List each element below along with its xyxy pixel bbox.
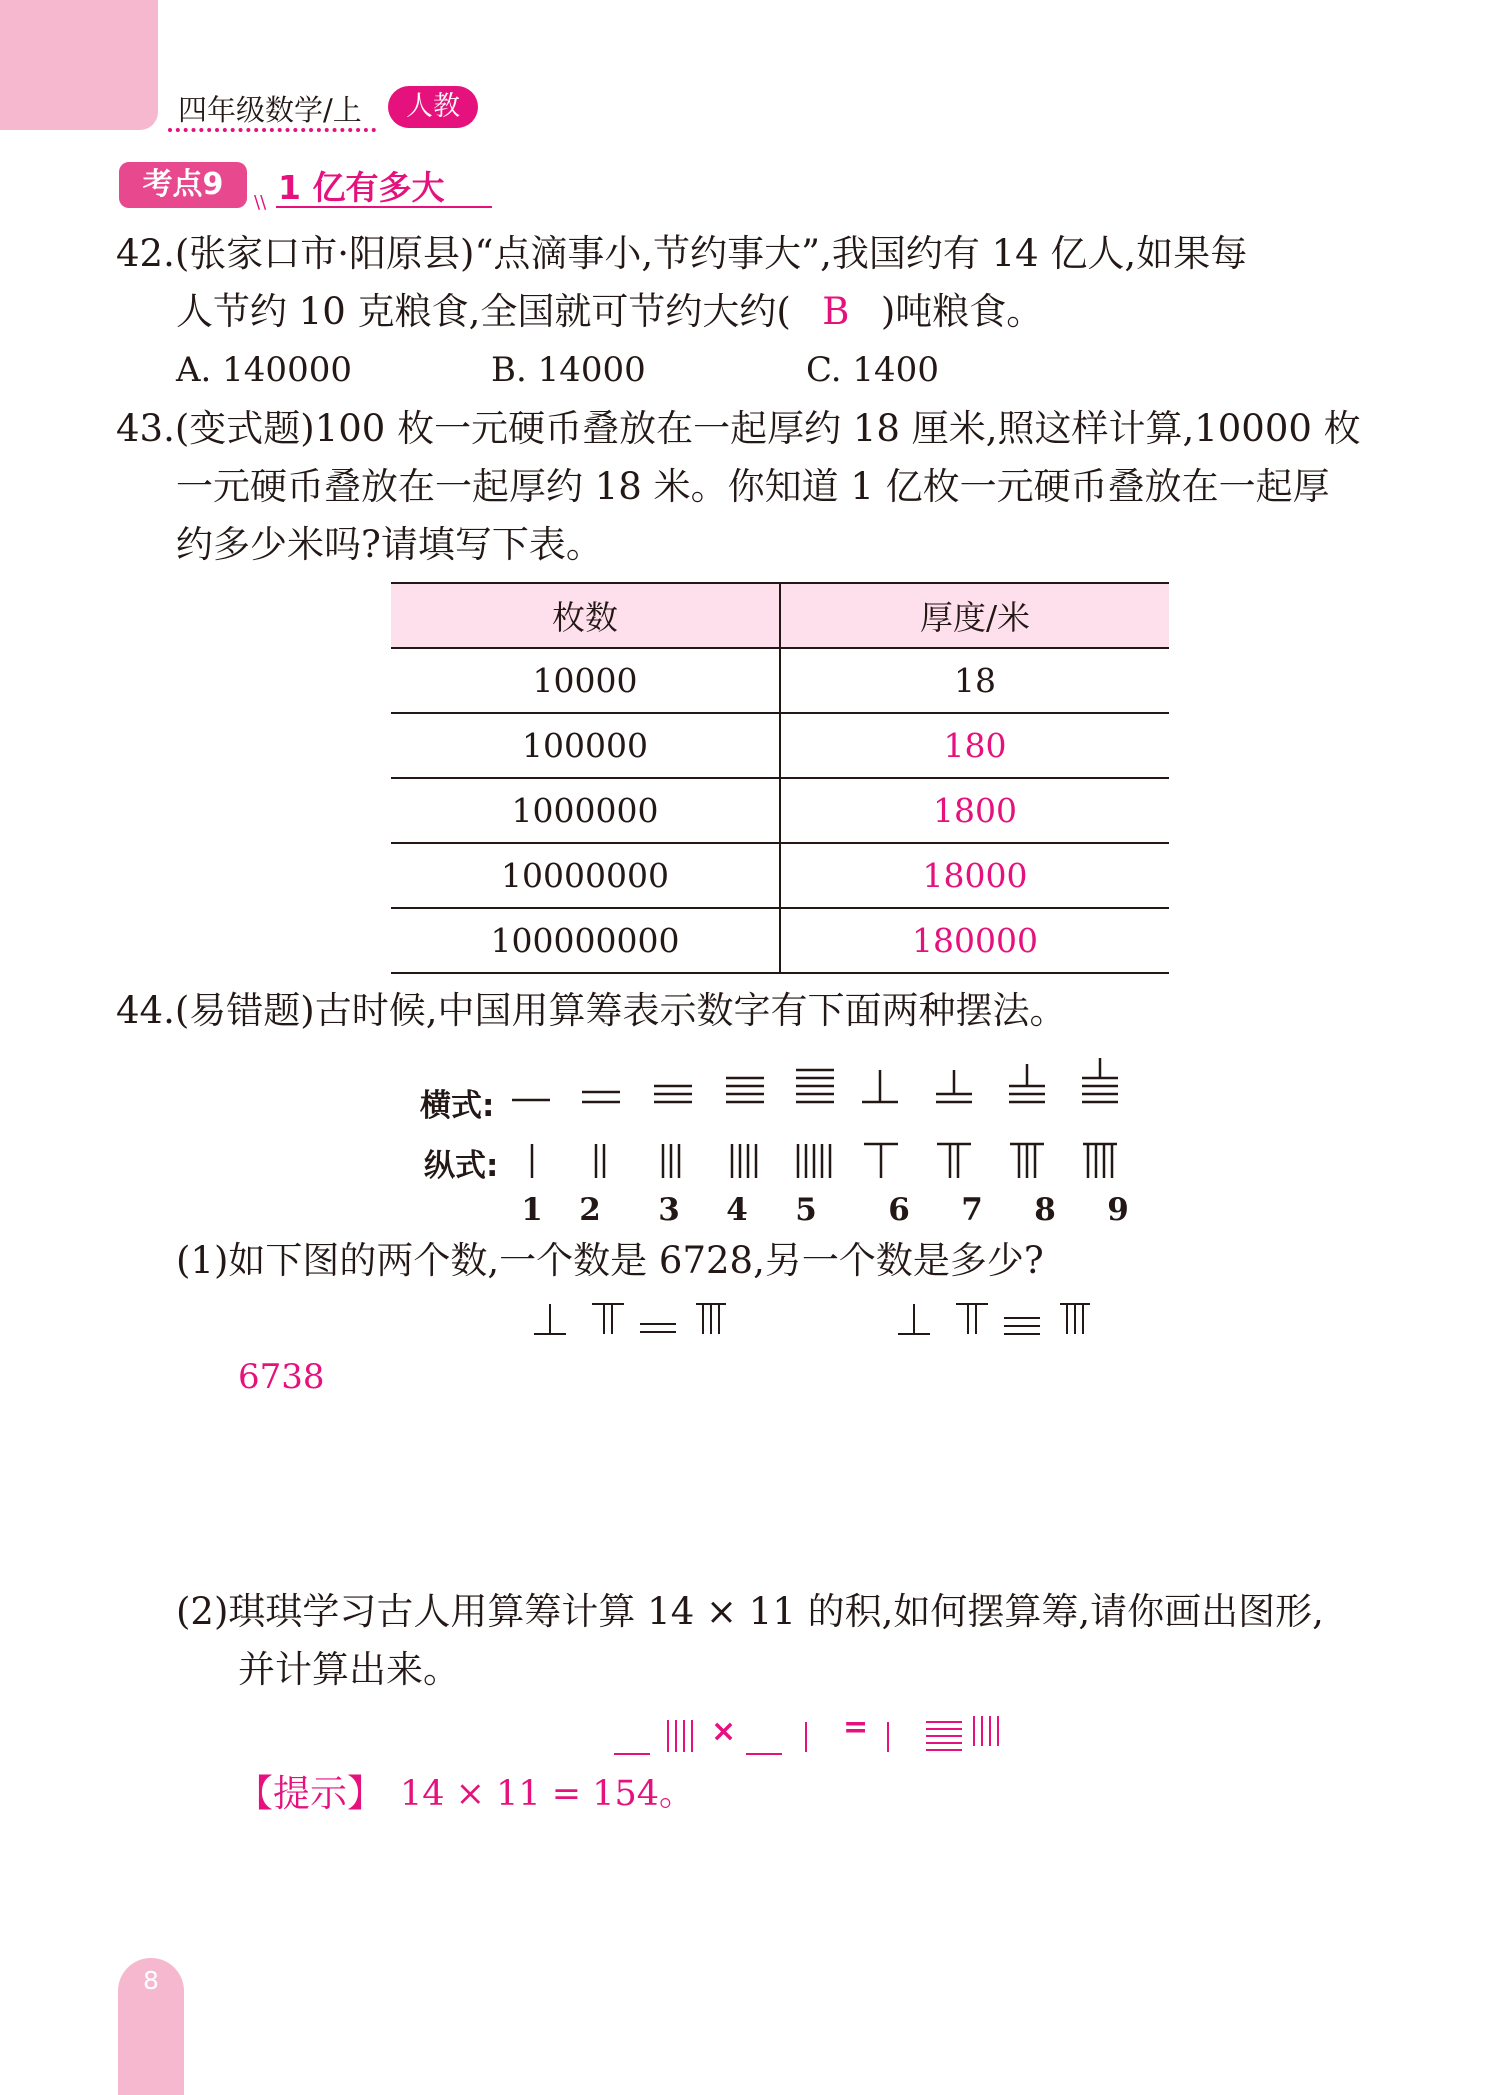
- table-header-row: [391, 583, 1169, 648]
- rod-horizontal-3: [654, 1086, 692, 1102]
- hint-label: 【提示】: [236, 1772, 384, 1815]
- rod-number-14: [614, 1720, 692, 1754]
- q42-option-a: A. 140000: [176, 350, 352, 390]
- q42-line2-pre: 人节约 10 克粮食,全国就可节约大约(: [176, 290, 791, 333]
- digit-label: 7: [961, 1192, 983, 1228]
- table-cell-thickness-answer: 180000: [780, 908, 1169, 973]
- table-cell-count: 100000: [391, 713, 780, 778]
- rod-vertical-6: [864, 1144, 898, 1178]
- rod-number-154: [888, 1716, 998, 1752]
- counting-rods-chart: [500, 1048, 1160, 1178]
- q44-part1: (1)如下图的两个数,一个数是 6728,另一个数是多少?: [176, 1239, 1044, 1282]
- digit-label: 5: [795, 1192, 817, 1228]
- rod-number-second: [898, 1304, 1090, 1334]
- q43-line1: 43.(变式题)100 枚一元硬币叠放在一起厚约 18 厘米,照这样计算,10000 枚: [116, 407, 1361, 450]
- hint-text: 14 × 11 = 154。: [400, 1774, 695, 1814]
- rod-numbers-pair: [520, 1298, 1120, 1348]
- table-row: [391, 713, 1169, 778]
- table-row: [391, 778, 1169, 843]
- rod-horizontal-4: [726, 1078, 764, 1102]
- horizontal-form-label: 横式:: [420, 1088, 495, 1124]
- q42-option-c: C. 1400: [806, 350, 939, 390]
- rod-vertical-2: [596, 1144, 604, 1178]
- digit-label: 9: [1107, 1192, 1129, 1228]
- table-row: [391, 843, 1169, 908]
- q42-line2: [176, 283, 1043, 341]
- rod-number-11: [746, 1722, 806, 1754]
- q44-part1-answer: 6738: [238, 1357, 325, 1397]
- rod-vertical-4: [732, 1144, 756, 1178]
- series-title: 四年级数学/上: [178, 93, 362, 127]
- digit-label: 4: [726, 1192, 748, 1228]
- table-cell-count: 10000000: [391, 843, 780, 908]
- q43-line2: 一元硬币叠放在一起厚约 18 米。你知道 1 亿枚一元硬币叠放在一起厚: [176, 465, 1330, 508]
- table-cell-thickness-answer: 1800: [780, 778, 1169, 843]
- rod-vertical-3: [663, 1144, 679, 1178]
- rod-horizontal-7: [936, 1070, 972, 1102]
- q44-line1: 44.(易错题)古时候,中国用算筹表示数字有下面两种摆法。: [116, 989, 1067, 1032]
- table-cell-count: 1000000: [391, 778, 780, 843]
- rod-vertical-5: [798, 1144, 830, 1178]
- table-row: [391, 908, 1169, 973]
- page-number-tab: [118, 1958, 184, 2095]
- q44-part2-line1: (2)琪琪学习古人用算筹计算 14 × 11 的积,如何摆算筹,请你画出图形,: [176, 1590, 1324, 1633]
- coin-thickness-table: [391, 582, 1169, 974]
- table-header-count: 枚数: [391, 583, 780, 648]
- table-cell-count: 10000: [391, 648, 780, 713]
- rod-vertical-7: [937, 1144, 971, 1178]
- table-cell-thickness: 18: [780, 648, 1169, 713]
- vertical-form-label: 纵式:: [424, 1148, 499, 1184]
- page-number: 8: [143, 1966, 159, 1995]
- table-cell-thickness-answer: 180: [780, 713, 1169, 778]
- q44-part2-line2: 并计算出来。: [238, 1648, 460, 1691]
- rod-horizontal-2: [582, 1092, 620, 1102]
- rod-vertical-9: [1083, 1144, 1117, 1178]
- rod-horizontal-5: [796, 1070, 834, 1102]
- header-dotted-rule: [168, 128, 376, 132]
- rod-horizontal-8: [1009, 1064, 1045, 1102]
- rod-vertical-8: [1010, 1144, 1044, 1178]
- table-cell-count: 100000000: [391, 908, 780, 973]
- q42-line2-post: )吨粮食。: [880, 290, 1044, 333]
- q42-line1: 42.(张家口市·阳原县)“点滴事小,节约事大”,我国约有 14 亿人,如果每: [116, 232, 1248, 275]
- rod-number-first: [534, 1304, 726, 1334]
- digit-label: 1: [521, 1192, 543, 1228]
- edition-badge: 人教: [388, 86, 478, 128]
- equals-sign: =: [843, 1710, 869, 1745]
- section-title: 1 亿有多大: [278, 168, 445, 207]
- q42-answer: B: [822, 290, 850, 333]
- q43-line3: 约多少米吗?请填写下表。: [176, 523, 603, 566]
- rod-horizontal-9: [1082, 1058, 1118, 1102]
- times-sign: ×: [711, 1714, 737, 1749]
- section-underline: [276, 206, 492, 208]
- header-corner-tab: [0, 0, 158, 130]
- table-header-thickness: 厚度/米: [780, 583, 1169, 648]
- digit-label: 8: [1034, 1192, 1056, 1228]
- rod-multiplication: [610, 1706, 1030, 1762]
- digit-label: 6: [888, 1192, 910, 1228]
- digit-label: 3: [658, 1192, 680, 1228]
- section-deco-icon: \\: [254, 192, 267, 213]
- rod-horizontal-6: [862, 1070, 898, 1102]
- q42-option-b: B. 14000: [491, 350, 646, 390]
- table-cell-thickness-answer: 18000: [780, 843, 1169, 908]
- digit-label: 2: [579, 1192, 601, 1228]
- section-badge: 考点9: [119, 162, 247, 208]
- table-row: [391, 648, 1169, 713]
